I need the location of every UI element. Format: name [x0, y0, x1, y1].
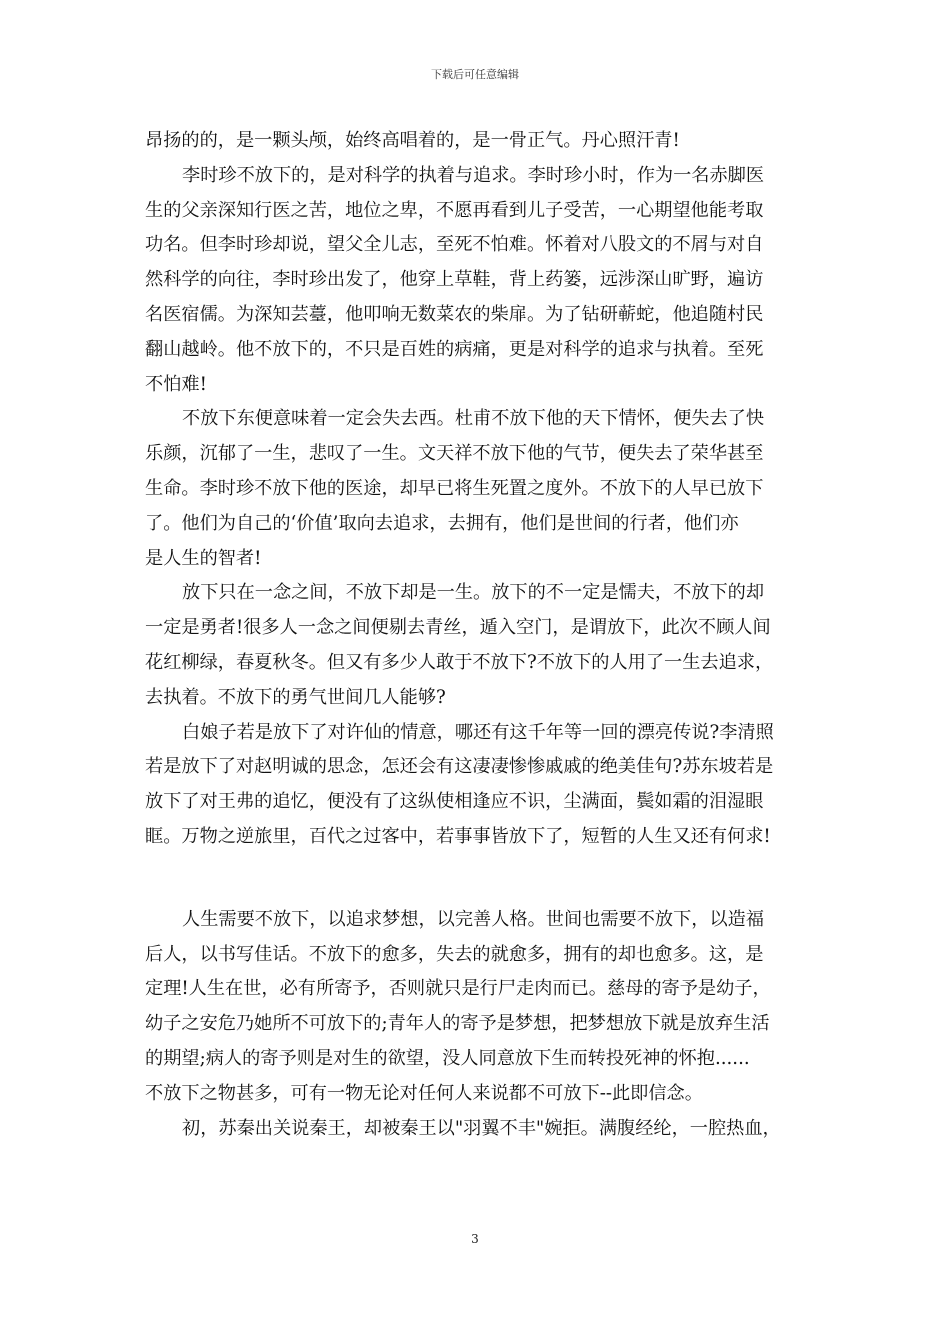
text-line: 名医宿儒。为深知芸薹，他叩响无数菜农的柴扉。为了钻研蕲蛇，他追随村民 — [145, 303, 764, 325]
text-line: 一定是勇者!很多人一念之间便剔去青丝，遁入空门，是谓放下，此次不顾人间 — [145, 617, 771, 639]
text-line: 生命。李时珍不放下他的医途，却早已将生死置之度外。不放下的人早已放下 — [145, 477, 764, 499]
text-line: 昂扬的的，是一颗头颅，始终高唱着的，是一骨正气。丹心照汗青! — [145, 130, 680, 151]
page-number: 3 — [471, 1232, 479, 1246]
text-line: 不放下之物甚多，可有一物无论对任何人来说都不可放下--此即信念。 — [145, 1082, 703, 1104]
text-line: 不放下东便意味着一定会失去西。杜甫不放下他的天下情怀，便失去了快 — [182, 408, 765, 430]
text-line: 了。他们为自己的‘价值’取向去追求，去拥有，他们是世间的行者，他们亦 — [145, 512, 739, 534]
text-line: 人生需要不放下，以追求梦想，以完善人格。世间也需要不放下，以造福 — [182, 908, 765, 930]
text-line: 白娘子若是放下了对许仙的情意，哪还有这千年等一回的漂亮传说?李清照 — [182, 721, 774, 743]
text-line: 若是放下了对赵明诚的思念，怎还会有这凄凄惨惨戚戚的绝美佳句?苏东坡若是 — [145, 756, 774, 778]
text-line: 乐颜，沉郁了一生，悲叹了一生。文天祥不放下他的气节，便失去了荣华甚至 — [145, 443, 764, 465]
text-line: 是人生的智者! — [145, 547, 262, 569]
text-line: 的期望;病人的寄予则是对生的欲望，没人同意放下生而转投死神的怀抱...... — [145, 1047, 750, 1069]
text-line: 功名。但李时珍却说，望父全儿志，至死不怕难。怀着对八股文的不屑与对自 — [145, 234, 764, 256]
text-line: 花红柳绿，春夏秋冬。但又有多少人敢于不放下?不放下的人用了一生去追求， — [145, 651, 774, 673]
text-line: 放下只在一念之间，不放下却是一生。放下的不一定是懦夫，不放下的却 — [182, 582, 765, 604]
page-header: 下载后可任意编辑 — [431, 68, 519, 81]
text-line: 后人，以书写佳话。不放下的愈多，失去的就愈多，拥有的却也愈多。这，是 — [145, 943, 764, 965]
text-line: 去执着。不放下的勇气世间几人能够? — [145, 686, 446, 708]
text-line: 幼子之安危乃她所不可放下的;青年人的寄予是梦想，把梦想放下就是放弃生活 — [145, 1013, 770, 1035]
text-line: 生的父亲深知行医之苦，地位之卑，不愿再看到儿子受苦，一心期望他能考取 — [145, 199, 764, 221]
text-line: 翻山越岭。他不放下的，不只是百姓的病痛，更是对科学的追求与执着。至死 — [145, 338, 764, 360]
text-line: 初，苏秦出关说秦王，却被秦王以"羽翼不丰"婉拒。满腹经纶，一腔热血， — [182, 1117, 781, 1139]
text-line: 定理!人生在世，必有所寄予，否则就只是行尸走肉而已。慈母的寄予是幼子， — [145, 978, 771, 1000]
text-line: 不怕难! — [145, 373, 207, 395]
text-line: 放下了对王弗的追忆，便没有了这纵使相逢应不识，尘满面，鬓如霜的泪湿眼 — [145, 791, 764, 813]
text-line: 李时珍不放下的，是对科学的执着与追求。李时珍小时，作为一名赤脚医 — [182, 164, 765, 186]
blank-line — [145, 855, 819, 903]
document-body — [145, 124, 819, 1146]
text-line: 然科学的向往，李时珍出发了，他穿上草鞋，背上药篓，远涉深山旷野，遍访 — [145, 269, 764, 291]
text-line: 眶。万物之逆旅里，百代之过客中，若事事皆放下了，短暂的人生又还有何求! — [145, 825, 771, 847]
